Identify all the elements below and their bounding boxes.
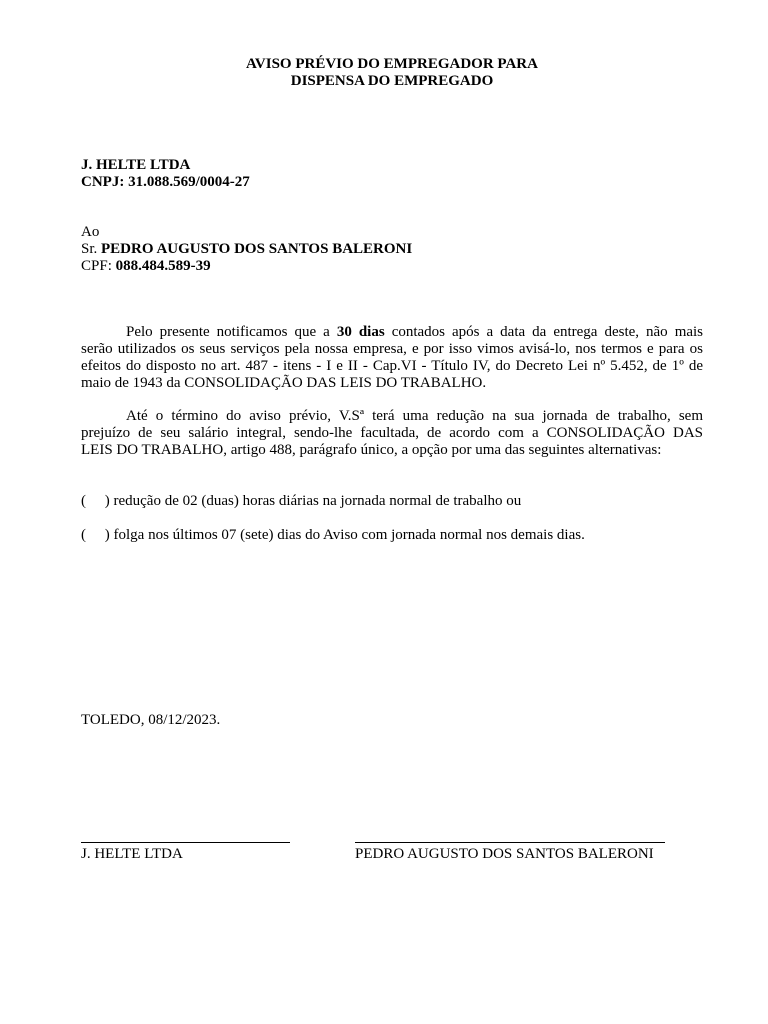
recipient-cpf: 088.484.589-39 bbox=[115, 258, 211, 274]
notice-text-post: contados após a data da entrega deste, não mais bbox=[391, 324, 704, 340]
notice-text-pre: Pelo presente notificamos que a bbox=[126, 324, 330, 340]
option-text: folga nos últimos 07 (sete) dias do Aviso com jornada normal nos demais dias. bbox=[113, 527, 585, 543]
paragraph-reduction-line-2: prejuízo de seu salário integral, sendo-lhe facultada, de acordo com a CONSOLIDAÇÃO DAS bbox=[81, 425, 703, 441]
paragraph-reduction-line-1: Até o término do aviso prévio, V.Sª terá uma redução na sua jornada de trabalho, sem bbox=[126, 408, 703, 424]
paragraph-reduction bbox=[81, 408, 703, 459]
signature-line-employer bbox=[81, 842, 290, 843]
recipient-line bbox=[81, 241, 412, 258]
paragraph-notice-line-2: serão utilizados os seus serviços pela nossa empresa, e por isso vimos avisá-lo, nos termos e para os bbox=[81, 341, 703, 357]
paragraph-notice-line-1 bbox=[81, 324, 703, 341]
paragraph-notice-line-4: maio de 1943 da CONSOLIDAÇÃO DAS LEIS DO TRABALHO. bbox=[81, 375, 487, 391]
option-text: redução de 02 (duas) horas diárias na jornada normal de trabalho ou bbox=[113, 493, 522, 509]
document-title-line-1: AVISO PRÉVIO DO EMPREGADOR PARA bbox=[246, 56, 538, 72]
signature-line-employee bbox=[355, 842, 665, 843]
option-checkbox[interactable]: ( ) bbox=[81, 527, 110, 543]
recipient-ao: Ao bbox=[81, 224, 100, 240]
recipient-cpf-label: CPF: bbox=[81, 258, 112, 274]
signature-name-employee: PEDRO AUGUSTO DOS SANTOS BALERONI bbox=[355, 846, 654, 862]
option-reduce-hours bbox=[81, 493, 521, 510]
document-title-line-2: DISPENSA DO EMPREGADO bbox=[290, 73, 494, 89]
recipient-name: PEDRO AUGUSTO DOS SANTOS BALERONI bbox=[101, 241, 413, 257]
paragraph-notice bbox=[81, 324, 703, 392]
paragraph-notice-line-3: efeitos do disposto no art. 487 - itens - I e II - Cap.VI - Título IV, do Decreto Lei nº 5.452, de 1º de bbox=[81, 358, 703, 374]
signature-name-employer: J. HELTE LTDA bbox=[81, 846, 183, 862]
notice-days: 30 dias bbox=[336, 324, 385, 340]
paragraph-reduction-line-3: LEIS DO TRABALHO, artigo 488, parágrafo único, a opção por uma das seguintes alternativas: bbox=[81, 442, 662, 458]
recipient-cpf-line bbox=[81, 258, 211, 275]
employer-name: J. HELTE LTDA bbox=[81, 157, 191, 173]
employer-cnpj: CNPJ: 31.088.569/0004-27 bbox=[81, 174, 250, 190]
place-date: TOLEDO, 08/12/2023. bbox=[81, 712, 221, 728]
option-days-off bbox=[81, 527, 585, 544]
recipient-salutation: Sr. bbox=[81, 241, 98, 257]
option-checkbox[interactable]: ( ) bbox=[81, 493, 110, 509]
